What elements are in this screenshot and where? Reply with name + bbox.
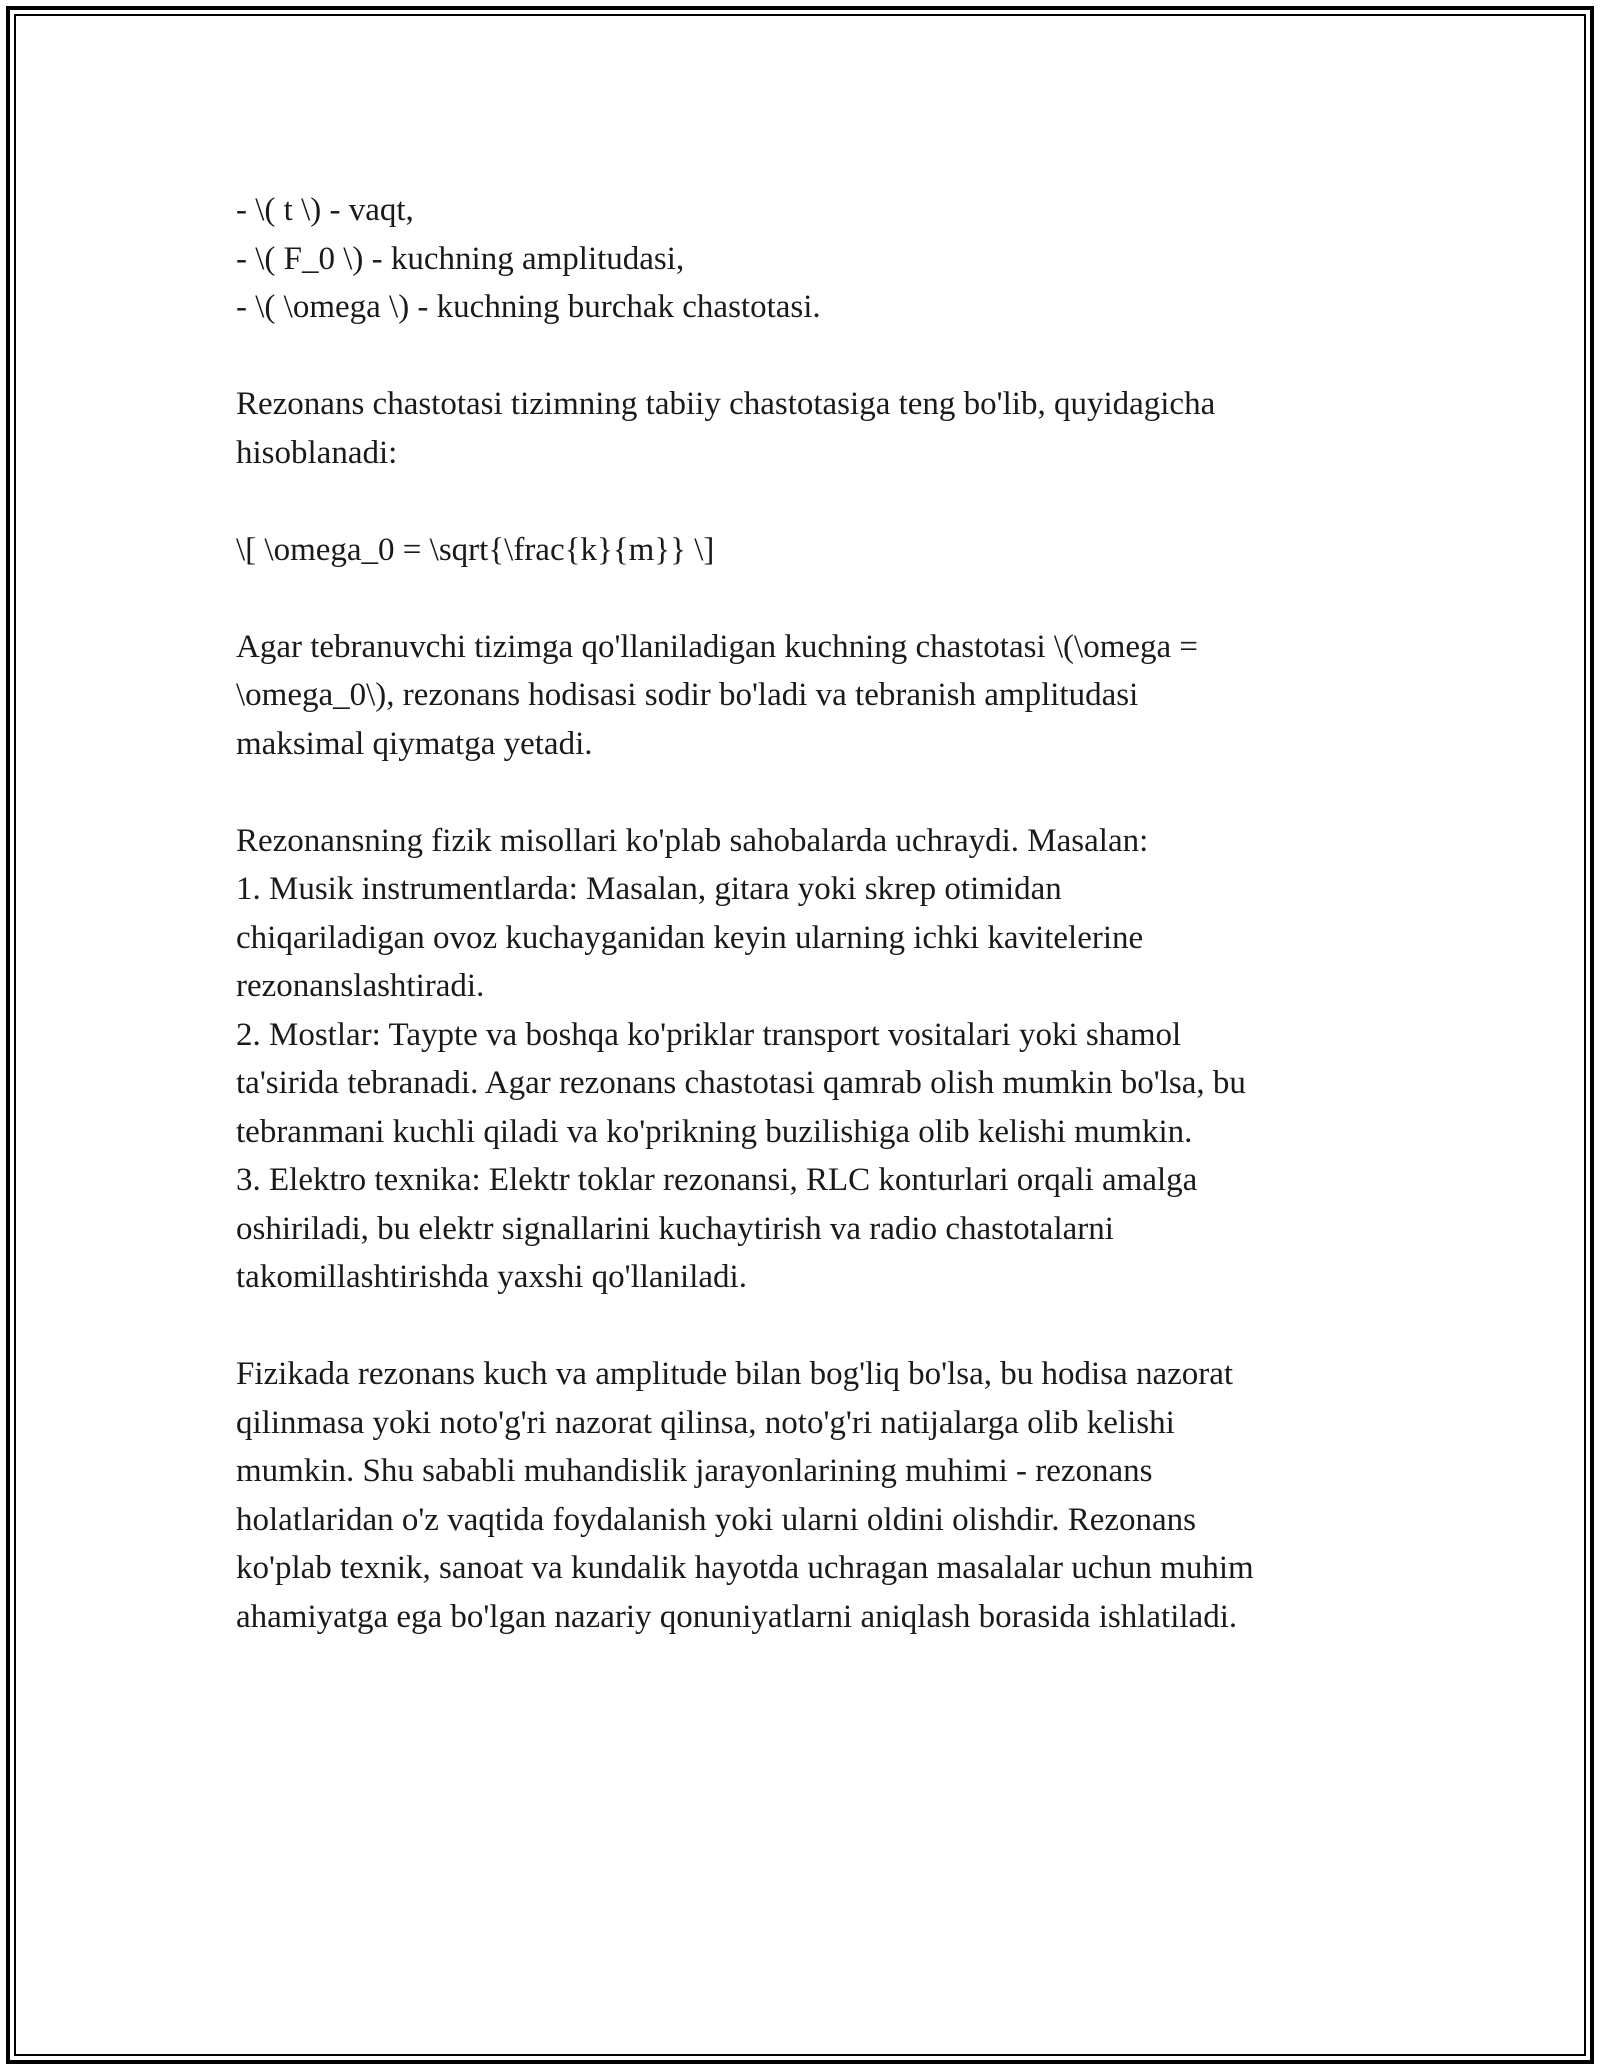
examples-section [236, 817, 1376, 1302]
definitions-list [236, 186, 1376, 332]
example-item-line: tebranmani kuchli qiladi va ko'prikning buzilishiga olib kelishi mumkin. [236, 1113, 1193, 1150]
paragraph-gap [236, 332, 1376, 381]
definition-item: - \( \omega \) - kuchning burchak chastotasi. [236, 289, 821, 325]
paragraph-gap [236, 477, 1376, 526]
conclusion-paragraph [236, 1350, 1376, 1641]
resonance-condition-paragraph [236, 623, 1376, 769]
example-item-line: 1. Musik instrumentlarda: Masalan, gitara yoki skrep otimidan [236, 871, 1062, 907]
resonance-intro-paragraph [236, 380, 1376, 477]
example-item-line: oshiriladi, bu elektr signallarini kuchaytirish va radio chastotalarni [236, 1210, 1114, 1247]
example-item-line: 2. Mostlar: Taypte va boshqa ko'priklar transport vositalari yoki shamol [236, 1016, 1182, 1053]
example-item-line: rezonanslashtiradi. [236, 968, 485, 1004]
text-line: mumkin. Shu sababli muhandislik jarayonlarining muhimi - rezonans [236, 1453, 1153, 1489]
definition-item: - \( t \) - vaqt, [236, 192, 414, 228]
paragraph-gap [236, 1302, 1376, 1351]
text-line: Rezonans chastotasi tizimning tabiiy chastotasiga teng bo'lib, quyidagicha [236, 386, 1216, 422]
example-item-line: ta'sirida tebranadi. Agar rezonans chastotasi qamrab olish mumkin bo'lsa, bu [236, 1065, 1246, 1101]
examples-intro: Rezonansning fizik misollari ko'plab sahobalarda uchraydi. Masalan: [236, 822, 1149, 859]
text-line: qilinmasa yoki noto'g'ri nazorat qilinsa, noto'g'ri natijalarga olib kelishi [236, 1404, 1175, 1441]
text-line: ahamiyatga ega bo'lgan nazariy qonuniyatlarni aniqlash borasida ishlatiladi. [236, 1598, 1238, 1635]
text-line: hisoblanadi: [236, 434, 398, 471]
text-line: maksimal qiymatga yetadi. [236, 725, 593, 762]
definition-item: - \( F_0 \) - kuchning amplitudasi, [236, 240, 685, 277]
text-line: \omega_0\), rezonans hodisasi sodir bo'ladi va tebranish amplitudasi [236, 677, 1139, 713]
text-line: Fizikada rezonans kuch va amplitude bilan bog'liq bo'lsa, bu hodisa nazorat [236, 1356, 1234, 1392]
paragraph-gap [236, 768, 1376, 817]
paragraph-gap [236, 574, 1376, 623]
example-item-line: chiqariladigan ovoz kuchayganidan keyin ularning ichki kavitelerine [236, 919, 1144, 956]
example-item-line: 3. Elektro texnika: Elektr toklar rezonansi, RLC konturlari orqali amalga [236, 1162, 1198, 1198]
example-item-line: takomillashtirishda yaxshi qo'llaniladi. [236, 1259, 747, 1295]
document-body [236, 186, 1376, 1641]
text-line: ko'plab texnik, sanoat va kundalik hayotda uchragan masalalar uchun muhim [236, 1550, 1254, 1586]
resonance-formula: \[ \omega_0 = \sqrt{\frac{k}{m}} \] [236, 531, 715, 568]
text-line: Agar tebranuvchi tizimga qo'llaniladigan kuchning chastotasi \(\omega = [236, 628, 1199, 665]
text-line: holatlaridan o'z vaqtida foydalanish yoki ularni oldini olishdir. Rezonans [236, 1501, 1196, 1538]
